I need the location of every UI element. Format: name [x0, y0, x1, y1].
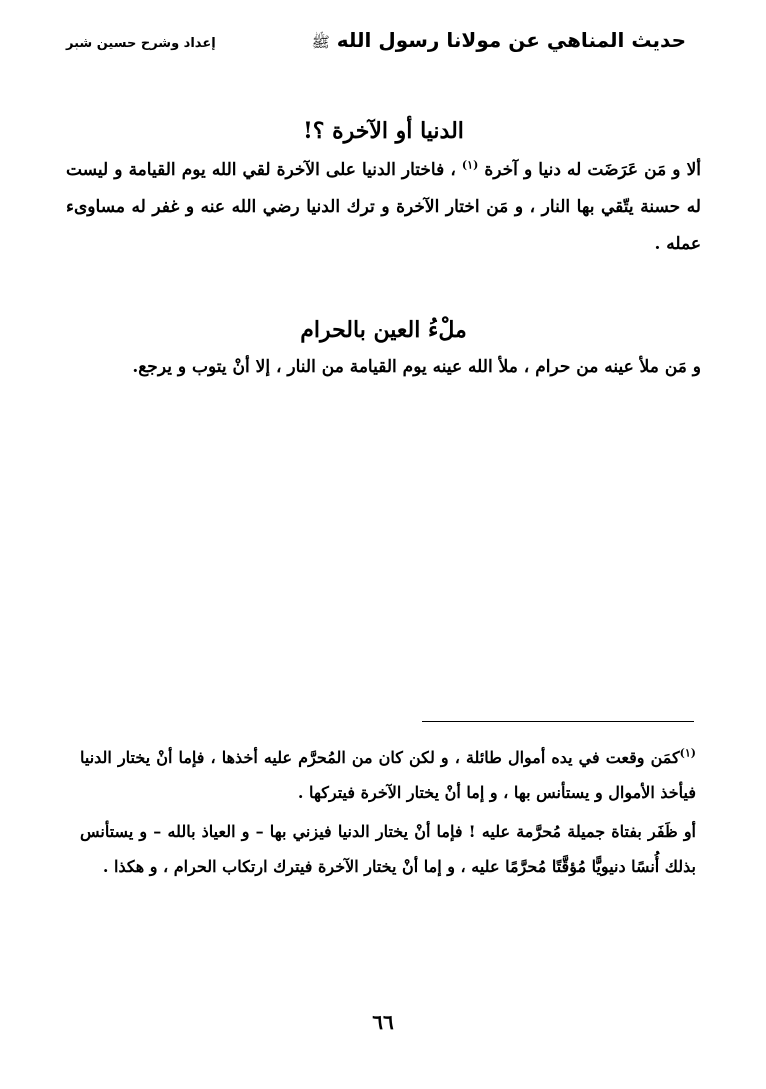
section-filling-eye-with-haram: [66, 313, 701, 386]
section-heading: ملْءُ العين بالحرام: [300, 317, 467, 343]
section-body: [66, 152, 701, 263]
footnote-separator-rule: [422, 721, 694, 722]
section-body-text-part2: ، فاختار الدنيا على الآخرة لقي الله يوم القيامة و ليست له حسنة يتّقي بها النار ، و مَن اختار الآخرة و ترك الدنيا رضي الله عنه و غفر له مساوىء عمله .: [66, 160, 701, 254]
honorific-symbol: ﷺ: [311, 33, 330, 51]
section-body: و مَن ملأ عينه من حرام ، ملأ الله عينه يوم القيامة من النار ، إلا أنْ يتوب و يرجع.: [132, 357, 701, 377]
running-header-title: [286, 28, 686, 55]
page-number: ٦٦: [372, 1010, 394, 1034]
footnote-paragraph: أو ظَفَر بفتاة جميلة مُحرَّمة عليه ! فإما أنْ يختار الدنيا فيزني بها – و العياذ بالله – و يستأنس بذلك أُنسًا دنيويًّا مُؤقَّتًا مُحرَّمًا عليه ، و إما أنْ يختار الآخرة فيترك ارتكاب الحرام ، و هكذا .: [80, 822, 696, 876]
footnote-text: كمَن وقعت في يده أموال طائلة ، و لكن كان من المُحرَّم عليه أخذها ، فإما أنْ يختار الدنيا فيأخذ الأموال و يستأنس بها ، و إما أنْ يختار الآخرة فيتركها .: [80, 748, 696, 802]
footnote-paragraph: [80, 740, 696, 810]
header-title-text: حديث المناهي عن مولانا رسول الله: [336, 28, 686, 52]
footnotes-block: [80, 740, 696, 884]
footnote-marker: (١): [679, 746, 696, 760]
running-header-author: إعداد وشرح حسين شبر: [66, 36, 216, 51]
section-heading: الدنيا أو الآخرة ؟!: [303, 118, 464, 144]
section-body-text-part1: ألا و مَن عَرَضَت له دنيا و آخرة: [478, 160, 701, 180]
footnote-reference-marker: (١): [461, 158, 479, 172]
section-world-or-hereafter: [66, 114, 701, 263]
